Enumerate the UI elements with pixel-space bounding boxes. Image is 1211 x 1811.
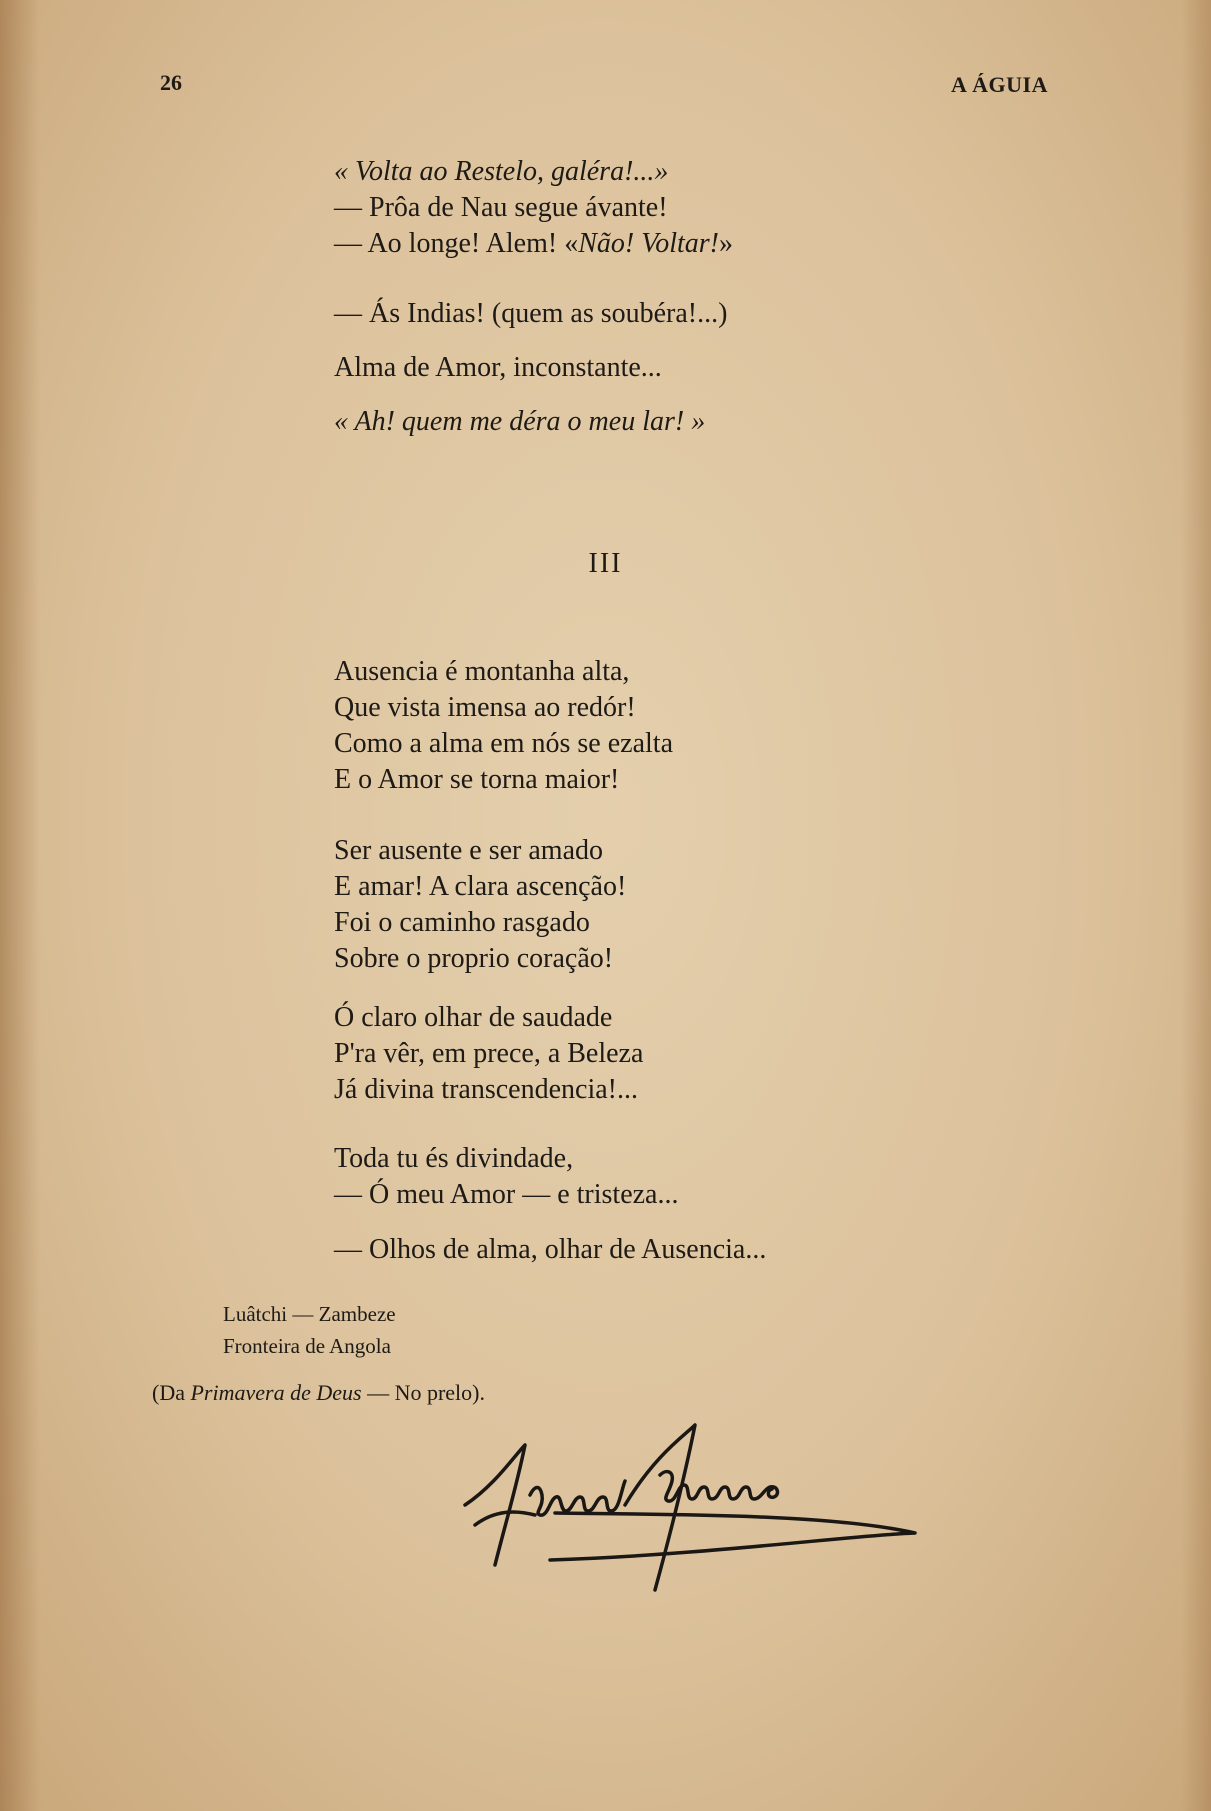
verse-line: Foi o caminho rasgado [334,907,590,938]
place-line: Fronteira de Angola [223,1334,391,1358]
verse-line: Já divina transcendencia!... [334,1074,638,1105]
stanza-opening [334,154,733,262]
source-title: Primavera de Deus [190,1380,362,1405]
verse-line: — Ó meu Amor — e tristeza... [334,1179,679,1210]
verse-line: — Olhos de alma, olhar de Ausencia... [334,1234,767,1265]
page-number: 26 [160,70,182,95]
source-note [152,1380,485,1406]
stanza-4 [334,1141,678,1213]
verse-line: P'ra vêr, em prece, a Beleza [334,1038,644,1069]
verse-line-start: — Ao longe! Alem! « [334,228,579,259]
stanza-3 [334,1000,643,1108]
verse-line: « Volta ao Restelo, galéra!...» [334,156,669,187]
stanza-1 [334,654,673,798]
verse-line: Alma de Amor, inconstante... [334,352,662,383]
signature-stroke [550,1513,915,1560]
signature-image [455,1415,1035,1615]
verse-line: E amar! A clara ascenção! [334,871,627,902]
verse-line: Que vista imensa ao redór! [334,692,636,723]
place-note [223,1298,396,1362]
section-numeral: III [588,548,623,579]
verse-line: Sobre o proprio coração! [334,943,614,974]
verse-line: — Prôa de Nau segue ávante! [334,192,668,223]
signature-stroke [465,1445,525,1565]
verse-line-italic: Não! Voltar! [578,228,719,259]
stanza-alma [334,350,662,386]
verse-line: — Ás Indias! (quem as soubéra!...) [334,298,728,329]
place-line: Luâtchi — Zambeze [223,1302,396,1326]
verse-line: Ausencia é montanha alta, [334,656,630,687]
verse-line: E o Amor se torna maior! [334,764,620,795]
verse-line: Ser ausente e ser amado [334,835,603,866]
source-close: — No prelo). [361,1380,485,1405]
page-edge-stain-right [1181,0,1211,1811]
verse-line: Ó claro olhar de saudade [334,1002,613,1033]
verse-line [334,226,733,262]
running-title: A ÁGUIA [950,72,1048,97]
stanza-lar [334,404,705,440]
stanza-5 [334,1232,766,1268]
page-edge-stain-left [0,0,40,1811]
verse-line: Toda tu és divindade, [334,1143,574,1174]
signature-stroke [625,1425,695,1590]
source-open: (Da [152,1380,191,1405]
verse-line: « Ah! quem me déra o meu lar! » [334,406,706,437]
verse-line: Como a alma em nós se ezalta [334,728,673,759]
signature-stroke [530,1481,625,1515]
stanza-2 [334,833,626,977]
stanza-indias [334,296,727,332]
verse-line-end: » [718,228,733,259]
